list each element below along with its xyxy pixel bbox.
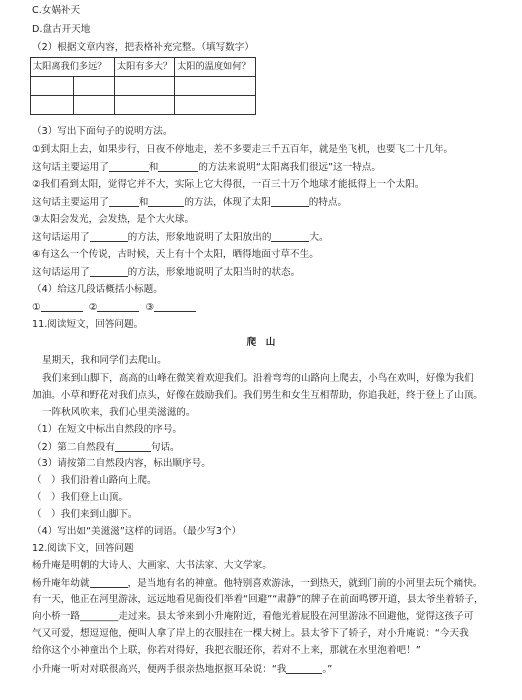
text: 和 (138, 197, 149, 208)
paragraph: 星期天，我和同学们去爬山。 (42, 355, 167, 366)
text: 的方法来说明“太阳离我们很远”这一特点。 (198, 162, 381, 173)
sentence-2-answer (32, 197, 347, 208)
text: 的方法，形象地说明了太阳当时的状态。 (127, 267, 301, 278)
question-11-2 (32, 442, 180, 453)
table-cell[interactable] (115, 77, 175, 96)
subtitle-blanks (32, 302, 196, 313)
paragraph: 加油。小草和野花对我们点头，好像在鼓励我们。我们男生和女生互相帮助，你追我赶，终于登上了山顶。 (32, 390, 483, 401)
text: 这句话主要运用了 (32, 162, 109, 173)
answer-blank[interactable] (41, 302, 83, 312)
order-item: （ ）我们沿着山路向上爬。 (32, 475, 157, 486)
answer-blank[interactable] (97, 302, 139, 312)
table-cell[interactable] (74, 96, 115, 115)
answer-blank[interactable] (90, 232, 128, 242)
text: ③ (145, 302, 155, 313)
paragraph: 气又可爱，想逗逗他，便叫人拿了岸上的衣服挂在一棵大树上。县太爷下了轿子，对小升庵说：“今天我 (32, 628, 469, 639)
paragraph: 杨升庵是明朝的大诗人、大画家、大书法家、大文学家。 (32, 560, 272, 571)
sentence-4: ④有这么一个传说，古时候，天上有十个太阳，晒得地面寸草不生。 (32, 249, 319, 260)
paragraph: 一阵秋风吹来，我们心里美滋滋的。 (42, 407, 196, 418)
answer-blank[interactable] (90, 578, 128, 588)
table-row (31, 58, 256, 77)
text: 大。 (309, 232, 329, 243)
text: 和 (148, 162, 159, 173)
paragraph: 有一天，他正在河里游泳，远远地看见衙役们举着“回避”“肃静”的牌子在前面鸣锣开道，县太爷坐着轿子， (32, 594, 484, 605)
text: ① (32, 302, 41, 313)
answer-blank[interactable] (271, 197, 309, 207)
table-cell[interactable] (31, 96, 74, 115)
order-item: （ ）我们来到山脚下。 (32, 509, 138, 520)
text: 这句话主要运用了 (32, 197, 109, 208)
answer-blank[interactable] (148, 197, 184, 207)
sentence-3-answer (32, 232, 329, 243)
question-12: 12.阅读下文，回答问题 (32, 543, 134, 554)
text: 小升庵一听对对联很高兴，便两手很亲热地抠抠耳朵说：“我 (32, 664, 287, 675)
passage-title: 爬 山 (246, 337, 276, 348)
table-header: 太阳的温度如何？ (175, 58, 256, 77)
answer-blank[interactable] (154, 302, 196, 312)
option-d: D.盘古开天地 (32, 24, 91, 35)
question-11-3: （3）请按第二自然段内容，标出顺序号。 (32, 458, 211, 469)
answer-blank[interactable] (109, 162, 149, 172)
text: ，是当地有名的神童。他特别喜欢游泳，一到热天，就到门前的小河里去玩个痛快。 (127, 578, 483, 589)
question-11-1: （1）在短文中标出自然段的序号。 (32, 424, 183, 435)
text: ② (88, 302, 98, 313)
text: 的方法，形象地说明了太阳放出的 (127, 232, 272, 243)
table-cell[interactable] (115, 96, 175, 115)
text: （2）第二自然段有 (32, 442, 115, 453)
text: 的特点。 (308, 197, 348, 208)
order-item: （ ）我们登上山顶。 (32, 492, 128, 503)
text: 杨升庵年幼就 (32, 578, 90, 589)
paragraph: 我们来到山脚下，高高的山峰在微笑着欢迎我们。沿着弯弯的山路向上爬去，小鸟在欢叫，好像为我们 (42, 373, 474, 384)
sentence-1: ①到太阳上去，如果步行，日夜不停地走，差不多要走三千五百年，就是坐飞机，也要飞二十几年。 (32, 144, 454, 155)
text: 这句话运用了 (32, 267, 90, 278)
question-2: （2）根据文章内容，把表格补充完整。（填写数字） (32, 42, 254, 53)
answer-blank[interactable] (115, 442, 151, 452)
answer-table (30, 57, 256, 115)
paragraph: 给你这个小神童出个上联，你若对得好，我把衣服还你，若对不上来，那就在水里泡着吧！” (32, 645, 421, 656)
option-c: C.女娲补天 (32, 5, 81, 16)
table-header: 太阳有多大？ (115, 58, 175, 77)
sentence-1-answer (32, 162, 381, 173)
text: 句话。 (150, 442, 180, 453)
sentence-2: ②我们看到太阳，觉得它并不大，实际上它大得很，一百三十万个地球才能抵得上一个太阳。 (32, 179, 425, 190)
question-3: （3）写出下面句子的说明方法。 (32, 126, 173, 137)
table-header: 太阳离我们多远？ (31, 58, 115, 77)
table-cell[interactable] (31, 77, 74, 96)
paragraph: 向小桥一路________走过来。县太爷来到小升庵附近，看他光着屁股在河里游泳不回避他，觉得这孩子可 (32, 611, 474, 622)
answer-blank[interactable] (286, 664, 322, 674)
question-11: 11.阅读短文，回答问题。 (32, 319, 144, 330)
question-11-4: （4）写出如“美滋滋”这样的词语。（最少写3个） (32, 526, 242, 537)
table-cell[interactable] (175, 96, 256, 115)
answer-blank[interactable] (109, 197, 139, 207)
text: 。” (322, 664, 333, 675)
question-4: （4）给这几段话概括小标题。 (32, 284, 163, 295)
text: 的方法，体现了太阳 (184, 197, 271, 208)
paragraph (32, 664, 332, 675)
sentence-4-answer (32, 267, 300, 278)
table-row (31, 77, 256, 96)
text: 这句话运用了 (32, 232, 90, 243)
table-cell[interactable] (175, 77, 256, 96)
answer-blank[interactable] (271, 232, 309, 242)
sentence-3: ③太阳会发光，会发热，是个大火球。 (32, 214, 195, 225)
answer-blank[interactable] (90, 267, 128, 277)
table-row (31, 96, 256, 115)
table-cell[interactable] (74, 77, 115, 96)
answer-blank[interactable] (158, 162, 198, 172)
paragraph (32, 578, 483, 589)
